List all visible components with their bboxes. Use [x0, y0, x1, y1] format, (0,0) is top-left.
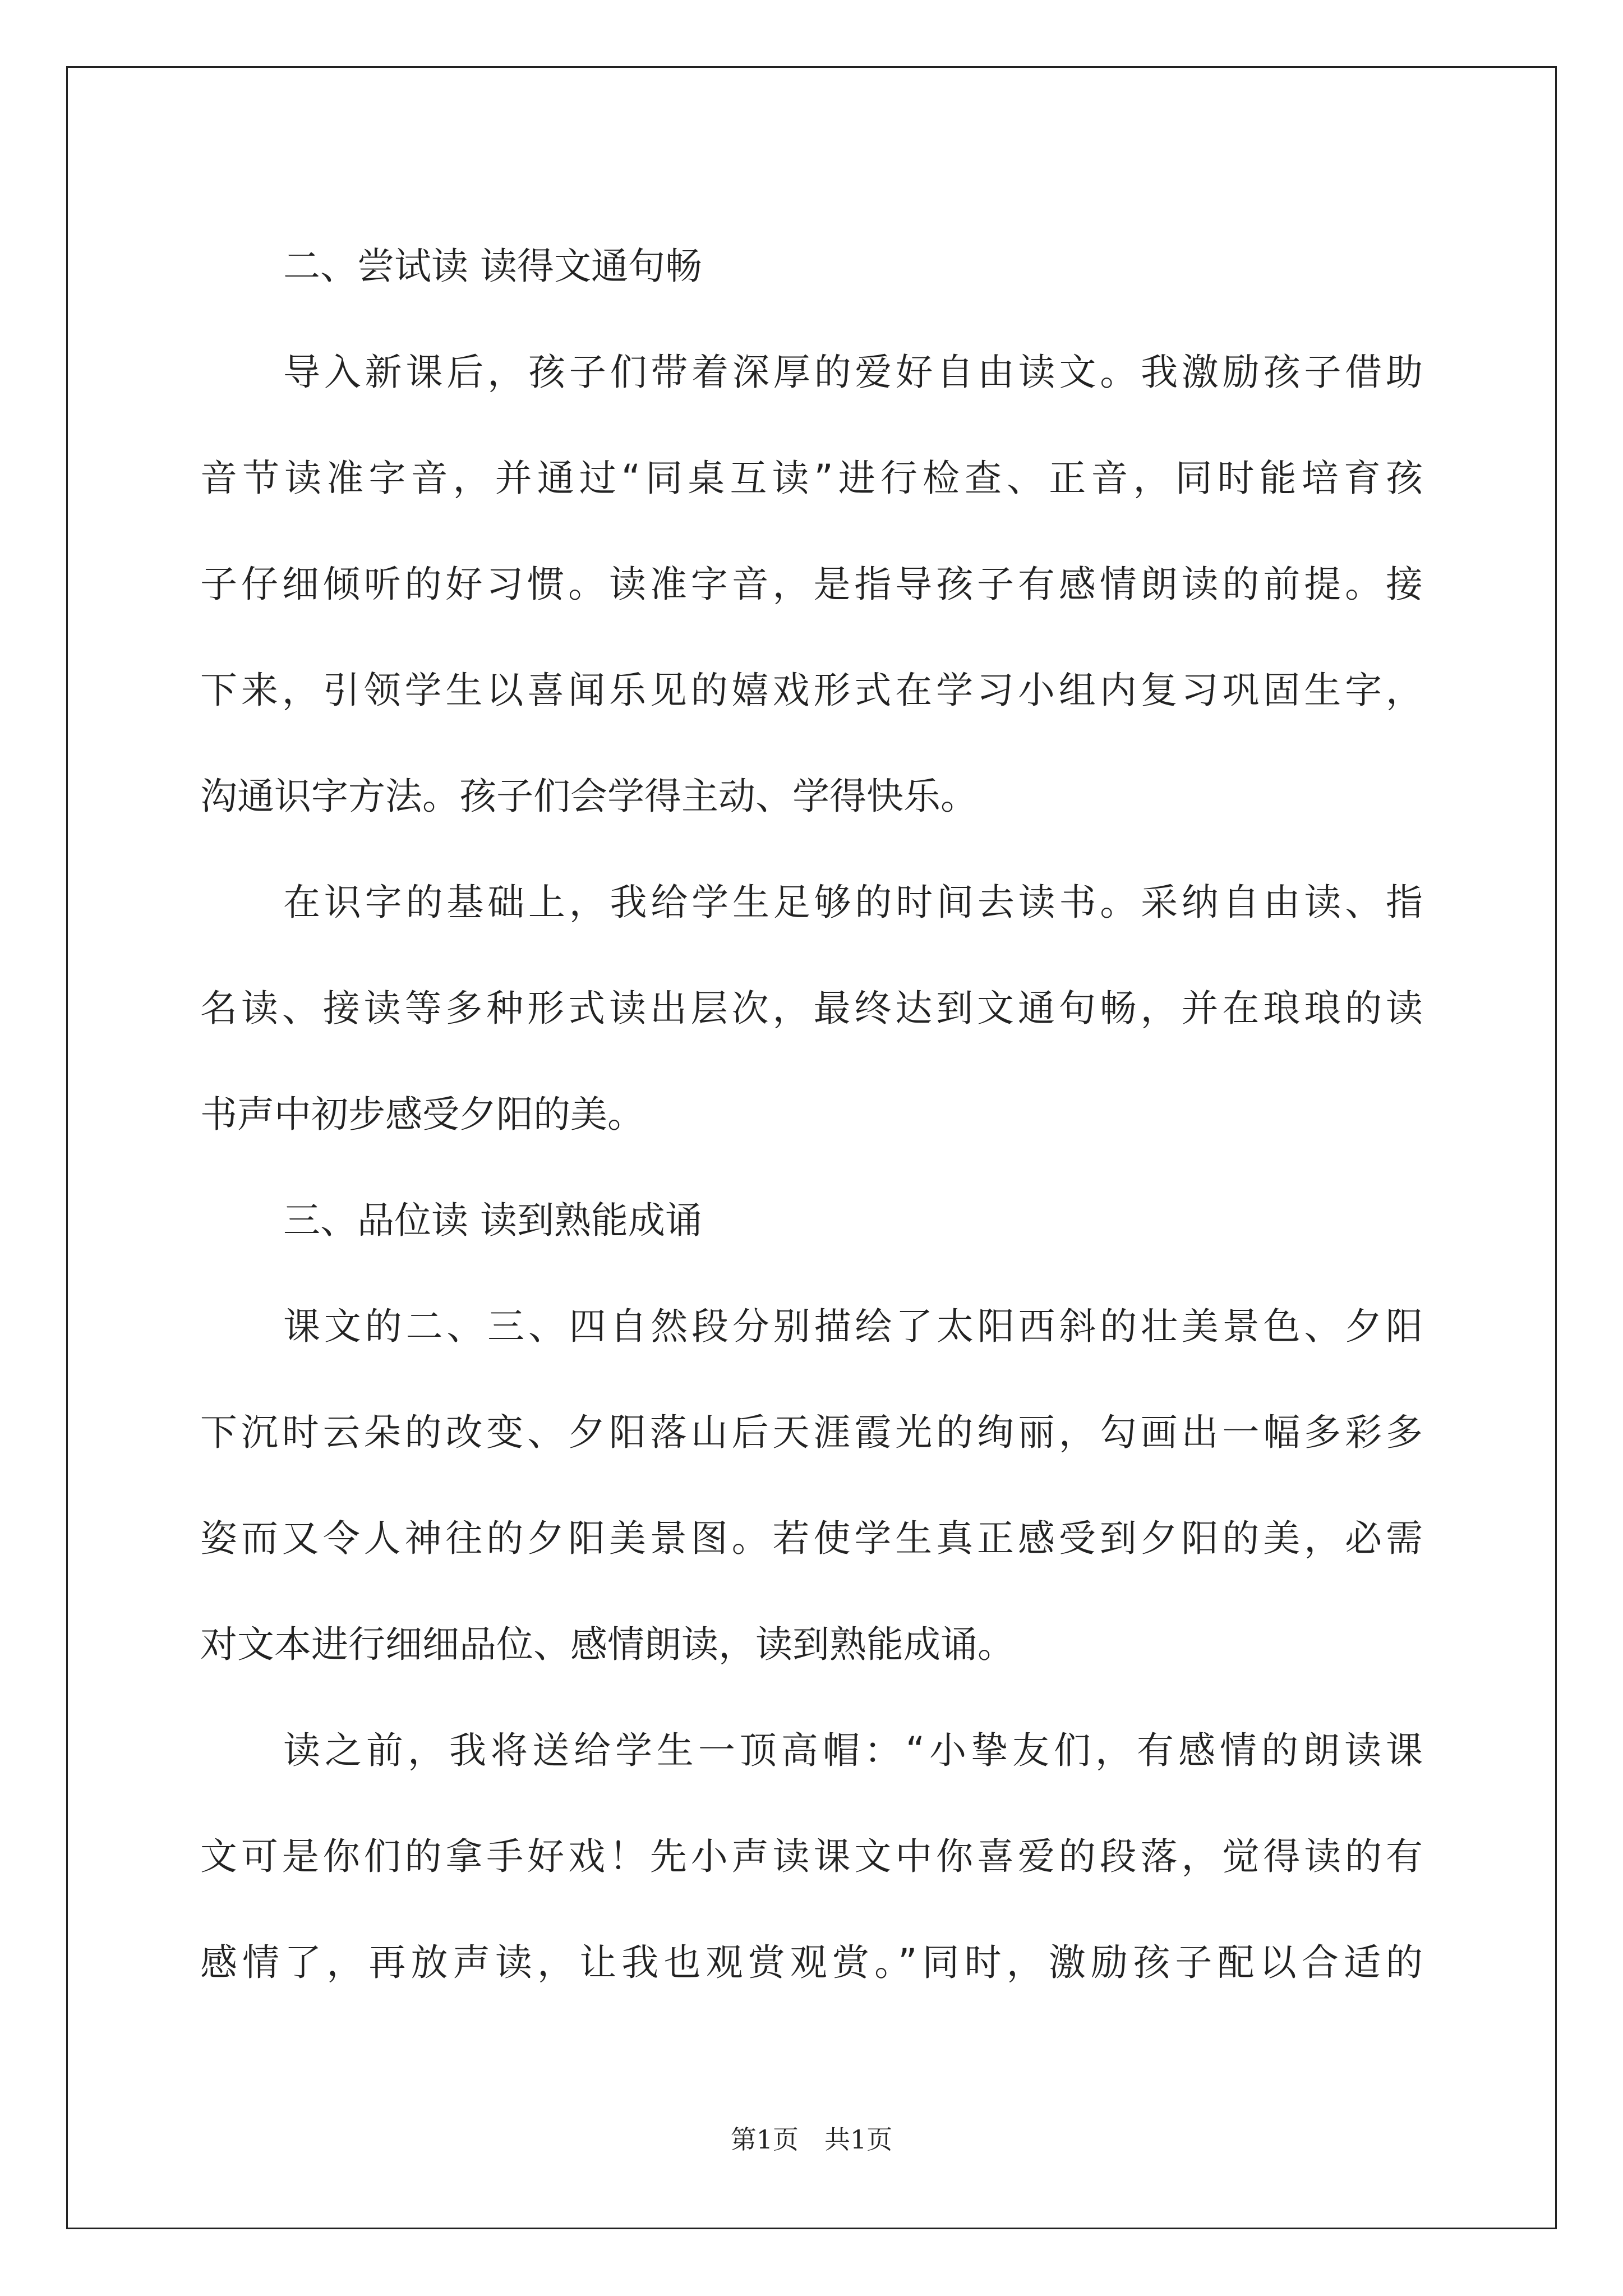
text-line: 读之前，我将送给学生一顶高帽：“小挚友们，有感情的朗读课: [283, 1729, 1423, 1772]
text-line: 名读、接读等多种形式读出层次，最终达到文通句畅，并在琅琅的读: [200, 987, 1423, 1030]
text-line: 音节读准字音，并通过“同桌互读”进行检查、正音，同时能培育孩: [200, 457, 1423, 500]
page-number: 第1页: [730, 2124, 799, 2155]
text-line: 文可是你们的拿手好戏！先小声读课文中你喜爱的段落，觉得读的有: [200, 1835, 1423, 1878]
page-footer: [0, 2119, 1623, 2156]
text-line: 姿而又令人神往的夕阳美景图。若使学生真正感受到夕阳的美，必需: [200, 1517, 1423, 1560]
text-line: 下来，引领学生以喜闻乐见的嬉戏形式在学习小组内复习巩固生字，: [200, 669, 1423, 712]
document-body: [200, 213, 1423, 2016]
page-total: 共1页: [824, 2124, 893, 2155]
text-line: 课文的二、三、四自然段分别描绘了太阳西斜的壮美景色、夕阳: [283, 1305, 1423, 1348]
section-heading-2: 二、尝试读 读得文通句畅: [283, 245, 702, 288]
text-line: 在识字的基础上，我给学生足够的时间去读书。采纳自由读、指: [283, 881, 1423, 924]
text-line: 下沉时云朵的改变、夕阳落山后天涯霞光的绚丽，勾画出一幅多彩多: [200, 1411, 1423, 1454]
text-line: 子仔细倾听的好习惯。读准字音，是指导孩子有感情朗读的前提。接: [200, 563, 1423, 606]
text-line: 感情了，再放声读，让我也观赏观赏。”同时，激励孩子配以合适的: [200, 1941, 1423, 1984]
text-line: 书声中初步感受夕阳的美。: [200, 1093, 644, 1136]
section-heading-3: 三、品位读 读到熟能成诵: [283, 1199, 702, 1242]
text-line: 对文本进行细细品位、感情朗读，读到熟能成诵。: [200, 1623, 1015, 1666]
text-line: 沟通识字方法。孩子们会学得主动、学得快乐。: [200, 775, 978, 818]
text-line: 导入新课后，孩子们带着深厚的爱好自由读文。我激励孩子借助: [283, 351, 1423, 394]
